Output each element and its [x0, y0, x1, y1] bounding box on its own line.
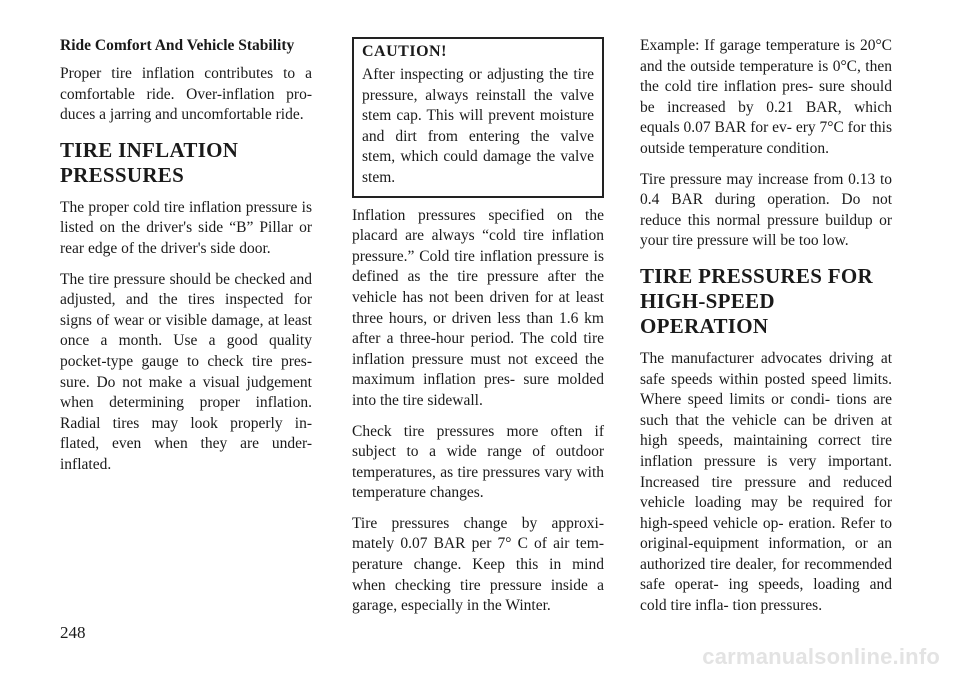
heading-high-speed-operation: TIRE PRESSURES FOR HIGH-SPEED OPERATION — [640, 263, 873, 338]
paragraph-placard-location: The proper cold tire inflation pressure is listed on the driver's side “B” Pillar or rear edge of the driver's side door. — [60, 198, 312, 257]
caution-text: After inspecting or adjusting the tire pressure, always reinstall the valve stem cap. This will prevent moisture and dirt from entering the valve stem, which could damage the valve stem. — [362, 66, 594, 186]
paragraph-ride-comfort: Proper tire inflation contributes to a comfortable ride. Over-inflation pro- duces a jarring and uncomfortable ride. — [60, 65, 312, 124]
watermark: carmanualsonline.info — [702, 644, 940, 669]
paragraph-check-often: Check tire pressures more often if subject to a wide range of outdoor temperatures, as tire pressures vary with temperature changes. — [352, 422, 604, 502]
page-number: 248 — [60, 623, 86, 642]
paragraph-garage-example: Example: If garage temperature is 20°C and the outside temperature is 0°C, then the cold tire inflation pres- sure should be increased by 0.21 BAR, which equals 0.07 BAR for ev- ery 7°C for this outside temperature condition. — [640, 37, 893, 157]
column-middle — [352, 36, 604, 627]
paragraph-cold-inflation: Inflation pressures specified on the placard are always “cold tire inflation pressure.” Cold tire inflation pressure is defined as the tire pressure after the vehicle has not been driven for at least three hours, or driven less than 1.6 km after a three-hour period. The cold tire inflation pressure must not exceed the maximum inflation pres- sure molded into the tire sidewall. — [352, 206, 604, 409]
paragraph-pressure-increase: Tire pressure may increase from 0.13 to 0.4 BAR during operation. Do not reduce this normal pressure buildup or your tire pressure will be too low. — [640, 170, 892, 250]
subheading-ride-comfort: Ride Comfort And Vehicle Stability — [60, 37, 295, 54]
column-right — [640, 36, 892, 627]
column-left — [60, 36, 312, 486]
caution-box — [352, 37, 604, 198]
caution-title: CAUTION! — [362, 43, 447, 60]
paragraph-high-speed: The manufacturer advocates driving at safe speeds within posted speed limits. Where speed limits or condi- tions are such that the vehicle can be driven at high speeds, maintaining correct tire inflation pressure is very important. Increased tire pressure and reduced vehicle loading may be required for high-speed vehicle op- eration. Refer to original-equipment information, or an authorized tire dealer, for recommended safe operat- ing speeds, loading and cold tire infla- tion pressures. — [640, 349, 892, 615]
paragraph-check-monthly: The tire pressure should be checked and adjusted, and the tires inspected for signs of wear or visible damage, at least once a month. Use a good quality pocket-type gauge to check tire pres- sure. Do not make a visual judgement when determining proper inflation. Radial tires may look properly in- flated, even when they are under- inflated. — [60, 270, 312, 473]
heading-tire-inflation-pressures: TIRE INFLATION PRESSURES — [60, 137, 239, 187]
paragraph-pressure-change: Tire pressures change by approxi- mately 0.07 BAR per 7° C of air tem- perature change. Keep this in mind when checking tire pressure inside a garage, especially in the Winter. — [352, 514, 604, 615]
